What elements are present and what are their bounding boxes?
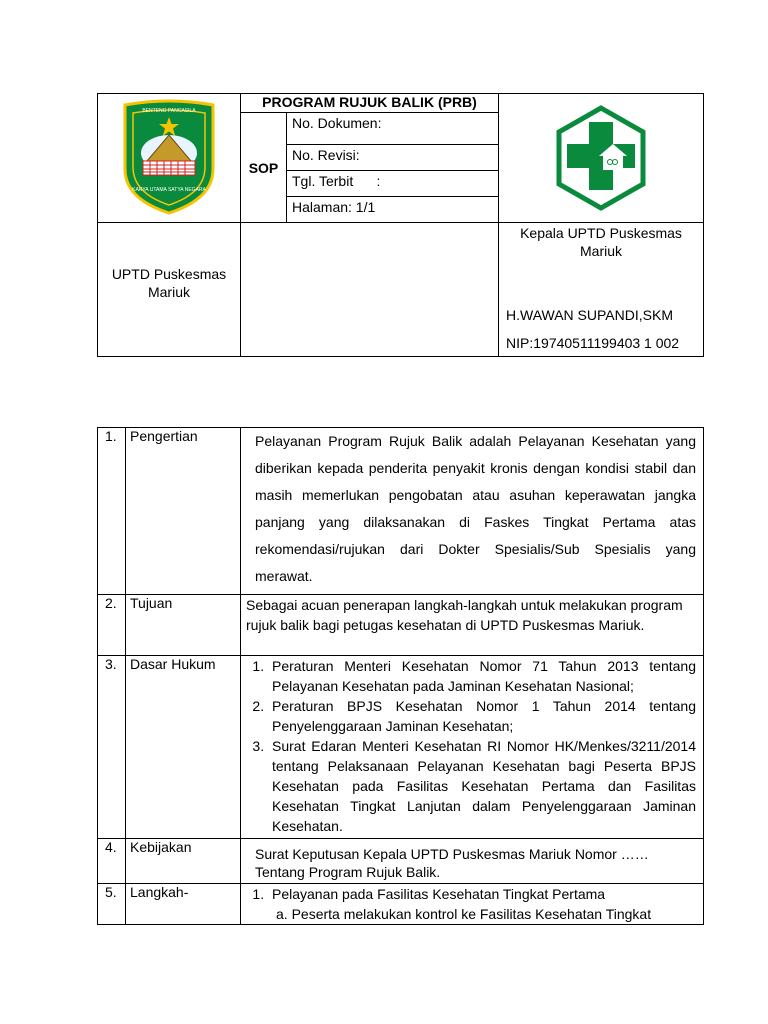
field-halaman: Halaman: 1/1 bbox=[287, 197, 499, 223]
list-item bbox=[268, 884, 696, 904]
section-label: Tujuan bbox=[126, 595, 241, 656]
section-label: Langkah- bbox=[126, 884, 241, 925]
table-row bbox=[98, 884, 704, 925]
legal-basis-list bbox=[246, 656, 696, 836]
organization-name: UPTD Puskesmas Mariuk bbox=[111, 265, 227, 300]
step-subitem: a. Peserta melakukan kontrol ke Fasilitas Kesehatan Tingkat bbox=[276, 906, 652, 922]
blank-cell bbox=[241, 223, 499, 357]
table-row bbox=[98, 595, 704, 656]
puskesmas-cross-icon bbox=[553, 104, 649, 212]
field-no-dokumen: No. Dokumen: bbox=[287, 113, 499, 145]
section-number: 2. bbox=[98, 595, 126, 656]
section-label: Dasar Hukum bbox=[126, 656, 241, 839]
list-item: 1. Peraturan Menteri Kesehatan Nomor 71 Tahun 2013 tentang Pelayanan Kesehatan pada Jaminan Kesehatan Nasional; bbox=[268, 656, 696, 696]
organization-cell bbox=[98, 223, 241, 357]
step-item-text: Pelayanan pada Fasilitas Kesehatan Tingkat Pertama bbox=[272, 886, 606, 902]
section-text bbox=[241, 884, 704, 925]
definition-text: Pelayanan Program Rujuk Balik adalah Pelayanan Kesehatan yang diberikan kepada penderita penyakit kronis dengan kondisi stabil dan masih memerlukan pengobatan atau asuhan keperawatan jangka panjang yang dilaksanakan di Faskes Tingkat Pertama atas rekomendasi/rujukan dari Dokter Spesialis/Sub Spesialis yang merawat. bbox=[255, 433, 696, 584]
table-row bbox=[98, 428, 704, 595]
section-number: 5. bbox=[98, 884, 126, 925]
section-label: Pengertian bbox=[126, 428, 241, 595]
sop-content-table bbox=[97, 427, 704, 925]
list-item: 3. Surat Edaran Menteri Kesehatan RI Nomor HK/Menkes/3211/2014 tentang Pelaksanaan Pelayanan Kesehatan bagi Peserta BPJS Kesehatan pada Fasilitas Kesehatan Pertama dan Fasilitas Kesehatan Tingkat Lanjutan dalam Penyelenggaraan Jaminan Kesehatan. bbox=[268, 736, 696, 836]
emblem-motto: KARYA UTAMA SATYA NEGARA bbox=[132, 187, 206, 193]
emblem-top-text: BENTENG PANCASILA bbox=[142, 108, 196, 114]
section-text bbox=[241, 656, 704, 839]
section-label: Kebijakan bbox=[126, 839, 241, 884]
section-text: Sebagai acuan penerapan langkah-langkah untuk melakukan program rujuk balik bagi petugas kesehatan di UPTD Puskesmas Mariuk. bbox=[241, 595, 704, 656]
section-number: 1. bbox=[98, 428, 126, 595]
regency-logo-cell bbox=[98, 94, 241, 223]
puskesmas-logo-cell bbox=[499, 94, 704, 223]
head-title: Kepala UPTD Puskesmas Mariuk bbox=[520, 225, 682, 259]
list-item: 2. Peraturan BPJS Kesehatan Nomor 1 Tahun 2014 tentang Penyelenggaraan Jaminan Kesehatan; bbox=[268, 696, 696, 736]
field-tgl-terbit: Tgl. Terbit : bbox=[287, 171, 499, 197]
sop-header-table bbox=[97, 93, 704, 357]
section-number: 4. bbox=[98, 839, 126, 884]
sop-label: SOP bbox=[241, 113, 287, 223]
signature-cell bbox=[499, 223, 704, 357]
table-row bbox=[98, 839, 704, 884]
head-nip: NIP:19740511199403 1 002 bbox=[506, 335, 680, 351]
head-name: H.WAWAN SUPANDI,SKM bbox=[506, 307, 673, 323]
document-title: PROGRAM RUJUK BALIK (PRB) bbox=[241, 94, 499, 113]
steps-list bbox=[246, 884, 696, 904]
section-text: Surat Keputusan Kepala UPTD Puskesmas Mariuk Nomor …… Tentang Program Rujuk Balik. bbox=[241, 839, 704, 884]
table-row bbox=[98, 656, 704, 839]
section-text bbox=[241, 428, 704, 595]
section-number: 3. bbox=[98, 656, 126, 839]
regency-emblem-icon bbox=[119, 99, 219, 217]
field-no-revisi: No. Revisi: bbox=[287, 145, 499, 171]
